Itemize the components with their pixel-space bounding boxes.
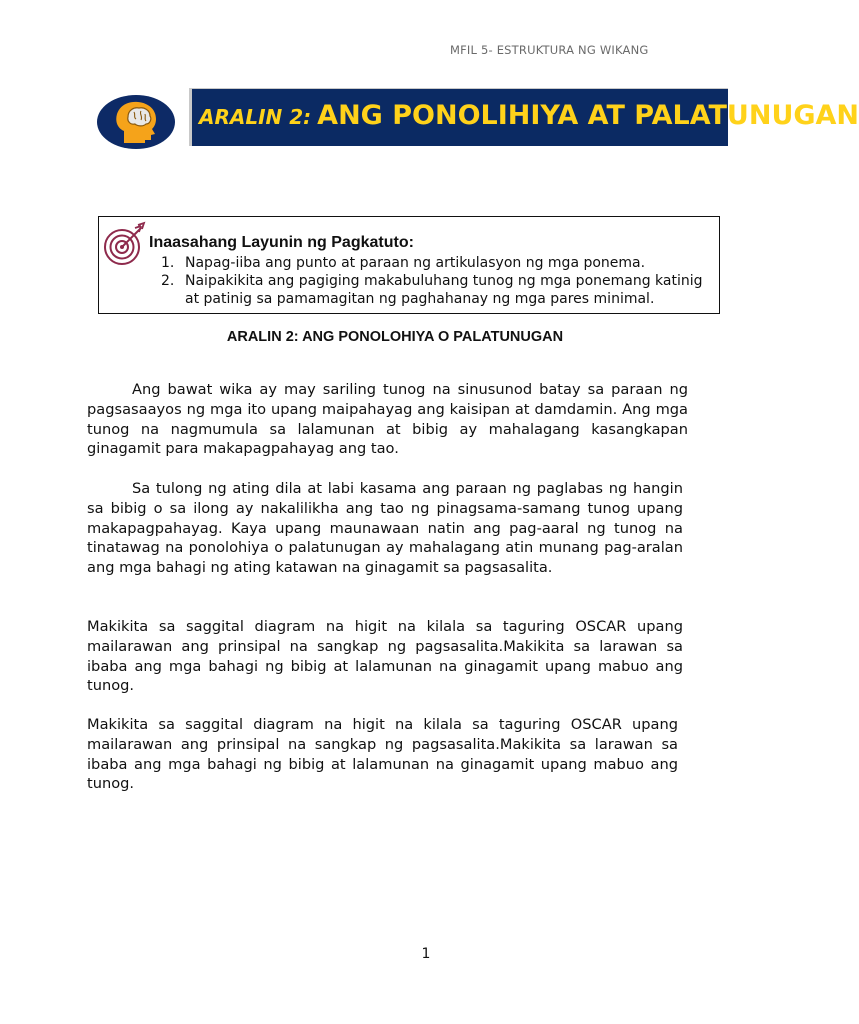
objective-number: 1. xyxy=(161,255,175,271)
lesson-title-banner xyxy=(189,88,859,146)
learning-objectives-box xyxy=(98,216,720,314)
head-brain-svg xyxy=(108,99,164,145)
body-paragraph: Makikita sa saggital diagram na higit na kilala sa taguring OSCAR upang mailarawan ang prinsipal na sangkap ng pagsasalita.Makikita sa larawan sa ibaba ang mga bahagi ng bibig at lalamunan na ginagamit upang mabuo ang tunog. xyxy=(87,716,678,793)
lesson-title-prefix: ARALIN 2: xyxy=(199,105,312,129)
objective-number: 2. xyxy=(161,273,175,289)
body-paragraph: Makikita sa saggital diagram na higit na kilala sa taguring OSCAR upang mailarawan ang prinsipal na sangkap ng pagsasalita.Makikita sa larawan sa ibaba ang mga bahagi ng bibig at lalamunan na ginagamit upang mabuo ang tunog. xyxy=(87,618,683,695)
course-header: MFIL 5- ESTRUKTURA NG WIKANG xyxy=(450,43,649,57)
objectives-list xyxy=(159,254,704,308)
head-brain-icon xyxy=(97,95,175,149)
objectives-heading: Inaasahang Layunin ng Pagkatuto: xyxy=(149,234,414,251)
target-arrow-icon xyxy=(102,221,146,267)
body-paragraph: Sa tulong ng ating dila at labi kasama ang paraan ng paglabas ng hangin sa bibig o sa ilong ay nakalilikha ang tao ng pinagsama-samang tunog upang makapagpahayag. Kaya upang maunawaan natin ang pag-aaral ng tunog na tinatawag na ponolohiya o palatunugan ay mahalagang atin munang pag-aralan ang mga bahagi ng ating katawan na ginagamit sa pagsasalita. xyxy=(87,480,683,577)
objective-text: Naipakikita ang pagiging makabuluhang tunog ng mga ponemang katinig at patinig sa pamamagitan ng paghahanay ng mga pares minimal. xyxy=(185,273,703,307)
objective-item xyxy=(159,254,704,272)
objective-item xyxy=(159,272,704,308)
section-heading: ARALIN 2: ANG PONOLOHIYA O PALATUNUGAN xyxy=(226,329,564,345)
objective-text: Napag-iiba ang punto at paraan ng artikulasyon ng mga ponema. xyxy=(185,255,646,271)
lesson-title-main: ANG PONOLIHIYA AT PALATUNUGAN xyxy=(317,100,859,131)
page-number: 1 xyxy=(421,946,431,962)
lesson-title xyxy=(199,99,859,134)
body-paragraph: Ang bawat wika ay may sariling tunog na sinusunod batay sa paraan ng pagsasaayos ng mga ito upang maipahayag ang kaisipan at damdamin. Ang mga tunog na nagmumula sa lalamunan at bibig ay mahalagang kasangkapan ginagamit para makapagpahayag ang tao. xyxy=(87,381,688,458)
